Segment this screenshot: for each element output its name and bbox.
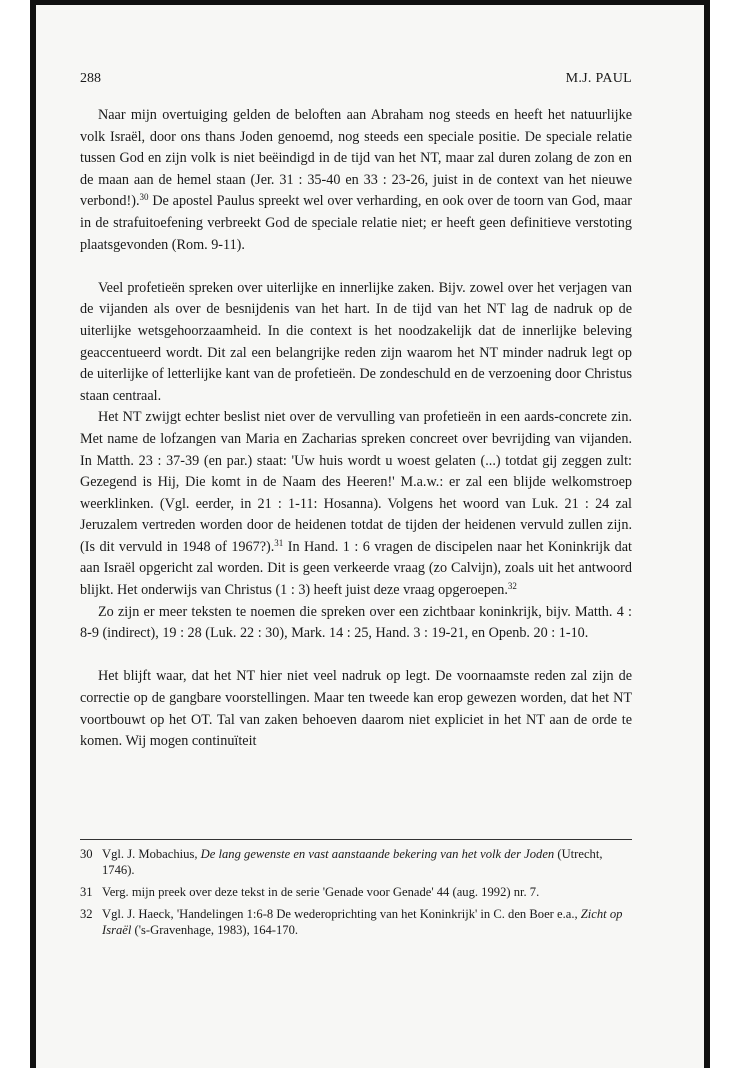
footnote-number: 31: [80, 885, 93, 899]
footnote-ref-32: 32: [507, 581, 517, 592]
paragraph-1-text: Naar mijn overtuiging gelden de beloften aan Abraham nog steeds en heeft het natuurlijke volk Israël, door ons thans Joden genoemd, nog steeds een speciale positie. De speciale relatie tussen God en zijn volk is niet beëindigd in de tijd van het NT, maar zal duren zolang de zon en de maan aan de hemel staan (Jer. 31 : 35-40 en 33 : 23-26, juist in de context van het nieuwe verbond!).: [80, 107, 632, 210]
scan-edge-right: [704, 0, 710, 1068]
footnote-number: 30: [80, 847, 93, 861]
footnote-text: Vgl. J. Mobachius,: [102, 847, 201, 861]
footnote-rule: [80, 839, 632, 840]
page-number: 288: [80, 71, 101, 86]
paragraph-5: Het blijft waar, dat het NT hier niet veel nadruk op legt. De voornaamste reden zal zijn de correctie op de gangbare voorstellingen. Maar ten tweede kan erop gewezen worden, dat het NT voortbouwt op het OT. Tal van zaken behoeven daarom niet expliciet in het NT aan de orde te komen. Wij mogen continuïteit: [80, 668, 632, 750]
footnote-text-end: (Utrecht, 1746).: [102, 847, 603, 877]
footnotes: [80, 846, 632, 944]
paragraph-3-mid: In Hand. 1 : 6 vragen de discipelen naar het Koninkrijk dat aan Israël opgericht zal worden. Dit is geen verkeerde vraag (zo Calvijn), zoals uit het antwoord blijkt. Het onderwijs van Christus (1 : 3) heeft juist deze vraag opgeroepen.: [80, 538, 632, 599]
footnote-number: 32: [80, 907, 93, 921]
footnote-text: Vgl. J. Haeck, 'Handelingen 1:6-8 De wederoprichting van het Koninkrijk' in C. den Boer e.a.,: [102, 907, 581, 921]
running-author: M.J. PAUL: [565, 71, 632, 86]
paragraph-2: Veel profetieën spreken over uiterlijke en innerlijke zaken. Bijv. zowel over het verjagen van de vijanden als over de besnijdenis van het hart. In de tijd van het NT lag de nadruk op de uiterlijke wetsgehoorzaamheid. In die context is het noodzakelijk dat de innerlijke beleving geaccentueerd wordt. Dit zal een belangrijke reden zijn waarom het NT minder nadruk legt op de uiterlijke of letterlijke kant van de profetieën. De zondeschuld en de verzoening door Christus staan centraal.: [80, 279, 632, 404]
footnote-title: De lang gewenste en vast aanstaande bekering van het volk der Joden: [200, 847, 555, 861]
footnote-ref-31: 31: [274, 537, 284, 548]
footnote-ref-30: 30: [139, 192, 149, 203]
footnote-text: Verg. mijn preek over deze tekst in de serie 'Genade voor Genade' 44 (aug. 1992) nr. 7.: [102, 885, 540, 899]
paragraph-1-rest: De apostel Paulus spreekt wel over verharding, en ook over de toorn van God, maar in de strafuitoefening verbreekt God de speciale relatie niet; er heeft geen definitieve verstoting plaatsgevonden (Rom. 9-11).: [80, 193, 632, 253]
paragraph-3-text: Het NT zwijgt echter beslist niet over de vervulling van profetieën in een aards-concrete zin. Met name de lofzangen van Maria en Zacharias spreken concreet over bevrijding van vijanden. In Matth. 23 : 37-39 (en par.) staat: 'Uw huis wordt u woest gelaten (...) totdat gij zeggen zult: Gezegend is Hij, Die komt in de Naam des Heeren!' M.a.w.: er zal een blijde welkomstroep weerklinken. (Vgl. eerder, in 21 : 1-11: Hosanna). Volgens het woord van Luk. 21 : 24 zal Jeruzalem vertreden worden door de heidenen totdat de tijden der heidenen vervuld zullen zijn. (Is dit vervuld in 1948 of 1967?).: [80, 409, 632, 555]
footnote-title: Zicht op Israël: [102, 907, 623, 937]
body-text: [80, 105, 632, 753]
paragraph-4: Zo zijn er meer teksten te noemen die spreken over een zichtbaar koninkrijk, bijv. Matth. 4 : 8-9 (indirect), 19 : 28 (Luk. 22 : 30), Mark. 14 : 25, Hand. 3 : 19-21, en Openb. 20 : 1-10.: [80, 603, 632, 642]
paragraph-3: [80, 407, 632, 601]
footnote-31: [80, 884, 632, 900]
paragraph-1: [80, 105, 632, 256]
footnote-text-end: ('s-Gravenhage, 1983), 164-170.: [131, 923, 299, 937]
footnote-30: [80, 846, 632, 878]
footnote-32: [80, 906, 632, 938]
